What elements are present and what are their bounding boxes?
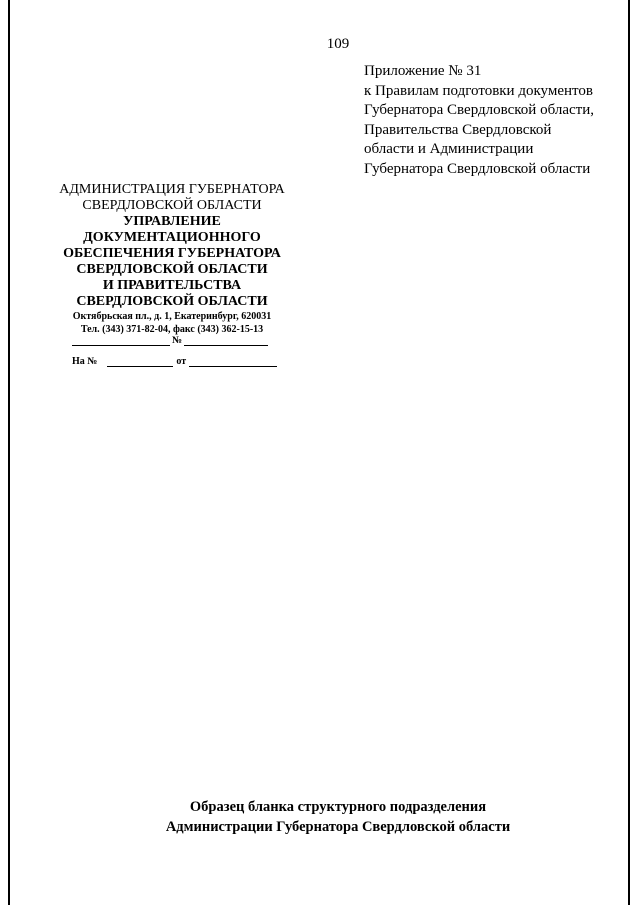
- department-name-line: И ПРАВИТЕЛЬСТВА: [102, 278, 242, 293]
- reply-prefix: На №: [72, 356, 98, 367]
- appendix-line: Правительства Свердловской: [364, 121, 552, 138]
- department-name-line: ОБЕСПЕЧЕНИЯ ГУБЕРНАТОРА: [63, 246, 281, 261]
- appendix-line: Губернатора Свердловской области: [364, 160, 591, 177]
- reply-reference-row: [72, 355, 277, 367]
- address-line: Октябрьская пл., д. 1, Екатеринбург, 620031: [72, 311, 272, 322]
- org-name-line: АДМИНИСТРАЦИЯ ГУБЕРНАТОРА: [59, 182, 285, 197]
- date-blank-line: [72, 334, 170, 346]
- reply-number-blank-line: [107, 355, 173, 367]
- appendix-line: Приложение № 31: [364, 63, 482, 79]
- appendix-line: к Правилам подготовки документов: [364, 82, 593, 99]
- caption-line: Администрации Губернатора Свердловской области: [165, 819, 511, 835]
- org-name-line: СВЕРДЛОВСКОЙ ОБЛАСТИ: [82, 198, 262, 213]
- phone-line: Тел. (343) 371-82-04, факс (343) 362-15-13: [80, 323, 264, 335]
- letterhead: [56, 182, 288, 336]
- department-name-line: СВЕРДЛОВСКОЙ ОБЛАСТИ: [76, 262, 268, 277]
- sample-caption: [0, 797, 640, 837]
- registration-date-number-row: [72, 334, 268, 346]
- from-label: от: [176, 356, 187, 367]
- number-sign: №: [172, 335, 183, 346]
- page-number: 109: [326, 36, 350, 52]
- reply-date-blank-line: [189, 355, 277, 367]
- number-blank-line: [184, 334, 268, 346]
- caption-line: Образец бланка структурного подразделения: [189, 799, 487, 815]
- department-name-line: ДОКУМЕНТАЦИОННОГО: [83, 230, 261, 245]
- department-name-line: УПРАВЛЕНИЕ: [123, 214, 221, 229]
- appendix-block: [364, 62, 624, 179]
- appendix-line: Губернатора Свердловской области,: [364, 102, 594, 118]
- department-name-line: СВЕРДЛОВСКОЙ ОБЛАСТИ: [76, 294, 268, 309]
- appendix-line: области и Администрации: [364, 141, 534, 157]
